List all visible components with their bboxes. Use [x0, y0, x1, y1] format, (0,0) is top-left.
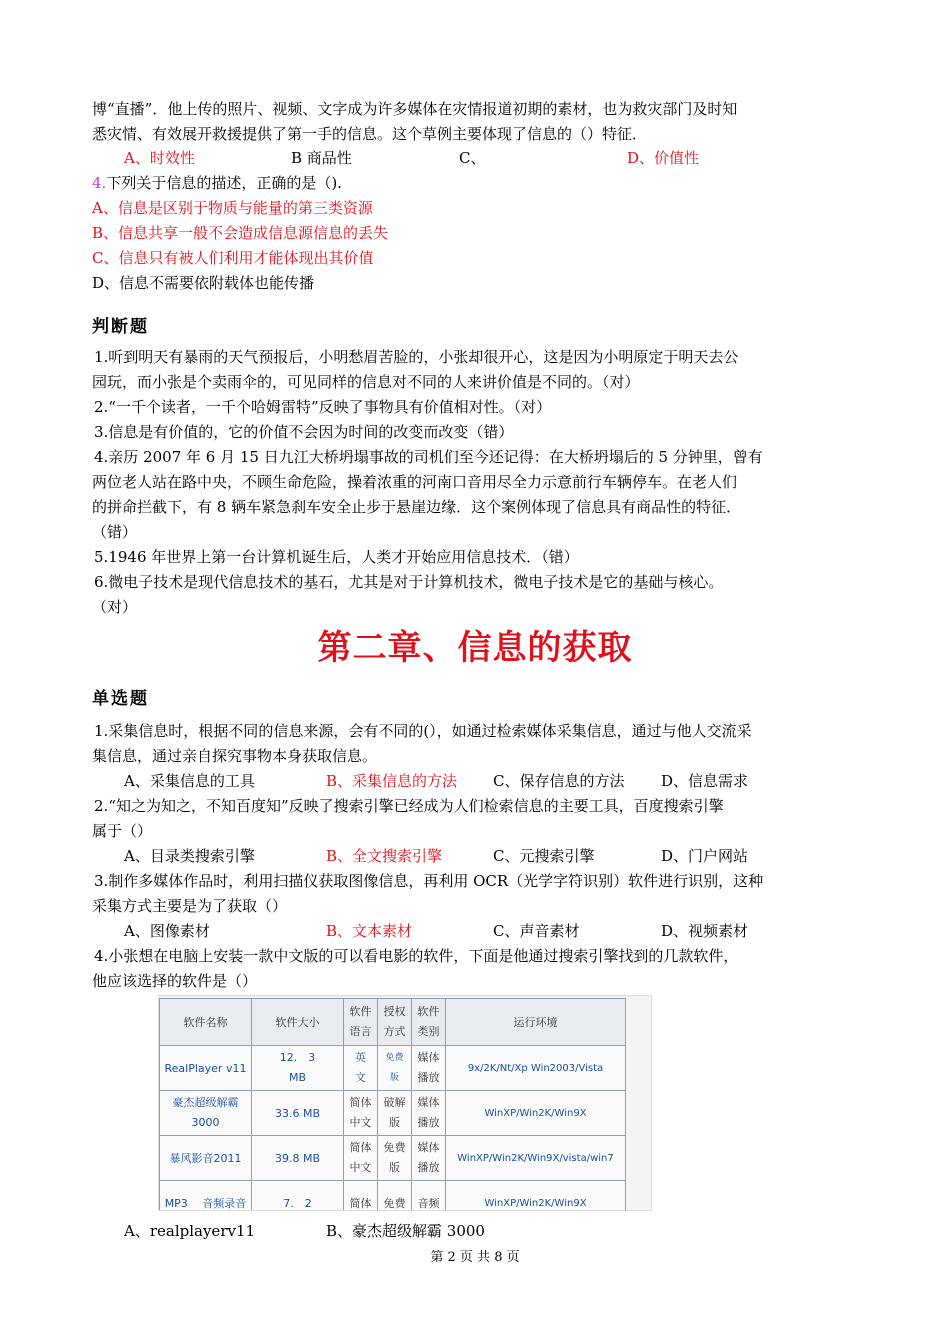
column-header: 授权 方式 [378, 999, 412, 1046]
question-line: 2.“知之为知之，不知百度知”反映了搜索引擎已经成为人们检索信息的主要工具，百度搜索引擎 [94, 797, 724, 815]
section-heading-single: 单选题 [92, 689, 149, 709]
option-a: A、图像素材 [124, 922, 210, 940]
table-cell: 英 文 [344, 1046, 378, 1091]
table-cell: 免费 [378, 1181, 412, 1212]
option-a: A、采集信息的工具 [124, 772, 255, 790]
table-cell: 免费 版 [378, 1136, 412, 1181]
option-a: A、目录类搜索引擎 [124, 847, 255, 865]
table-cell: 9x/2K/Nt/Xp Win2003/Vista [446, 1046, 626, 1091]
question-number: 4. [92, 174, 107, 192]
table-cell: 12. 3 MB [252, 1046, 344, 1091]
judge-line: 3.信息是有价值的，它的价值不会因为时间的改变而改变（错） [94, 423, 514, 441]
judge-line: （对） [92, 598, 138, 616]
question-text: 下列关于信息的描述，正确的是（). [106, 174, 342, 192]
option-b-answer: B、信息共享一般不会造成信息源信息的丢失 [92, 224, 389, 242]
page-footer: 第 2 页 共 8 页 [430, 1250, 520, 1265]
software-table-image [158, 995, 652, 1211]
judge-line: 2.“一千个读者，一千个哈姆雷特”反映了事物具有价值相对性。（对） [94, 398, 552, 416]
option-d: D、视频素材 [661, 922, 749, 940]
table-cell: RealPlayer v11 [160, 1046, 252, 1091]
question-line: 集信息，通过亲自探究事物本身获取信息。 [92, 747, 378, 765]
option-d-answer: D、价值性 [627, 149, 700, 167]
option-a-answer: A、时效性 [124, 149, 195, 167]
judge-line: 园玩，而小张是个卖雨伞的，可见同样的信息对不同的人来讲价值是不同的。（对） [92, 373, 640, 391]
option-a: A、realplayerv11 [124, 1222, 256, 1240]
paragraph-line: 博“直播”．他上传的照片、视频、文字成为许多媒体在灾情报道初期的素材，也为救灾部门及时知 [92, 100, 738, 118]
judge-line: 5.1946 年世界上第一台计算机诞生后，人类才开始应用信息技术．（错） [94, 548, 579, 566]
table-cell: 媒体 播放 [412, 1136, 446, 1181]
table-cell: MP3 音频录音 [160, 1181, 252, 1212]
software-table [159, 998, 626, 1211]
table-cell: 简体 中文 [344, 1136, 378, 1181]
table-cell: 音频 [412, 1181, 446, 1212]
option-c: C、声音素材 [493, 922, 580, 940]
judge-line: 的拼命拦截下，有 8 辆车紧急刹车安全止步于悬崖边缘．这个案例体现了信息具有商品性的特征． [92, 498, 742, 516]
paragraph-line: 悉灾情、有效展开救援提供了第一手的信息。这个草例主要体现了信息的（）特征． [92, 125, 648, 143]
judge-line: 两位老人站在路中央，不顾生命危险，操着浓重的河南口音用尽全力示意前行车辆停车。在老人们 [92, 473, 738, 491]
table-row [160, 1091, 626, 1136]
table-cell: 破解 版 [378, 1091, 412, 1136]
table-cell: WinXP/Win2K/Win9X [446, 1091, 626, 1136]
table-cell: 免费 版 [378, 1046, 412, 1091]
question-line: 3.制作多媒体作品时，利用扫描仪获取图像信息，再利用 OCR（光学字符识别）软件进行识别，这种 [94, 872, 764, 890]
table-cell: 简体 中文 [344, 1091, 378, 1136]
question-stem [92, 172, 342, 194]
option-c: C、元搜索引擎 [493, 847, 595, 865]
question-line: 采集方式主要是为了获取（） [92, 897, 288, 915]
table-row [160, 1136, 626, 1181]
table-cell: WinXP/Win2K/Win9X/vista/win7 [446, 1136, 626, 1181]
table-header-row [160, 999, 626, 1046]
option-a-answer: A、信息是区别于物质与能量的第三类资源 [92, 199, 373, 217]
table-cell: 暴风影音2011 [160, 1136, 252, 1181]
option-c: C、 [459, 149, 486, 167]
table-row [160, 1046, 626, 1091]
table-cell: 媒体 播放 [412, 1091, 446, 1136]
option-d: D、门户网站 [661, 847, 749, 865]
column-header: 软件大小 [252, 999, 344, 1046]
question-line: 他应该选择的软件是（） [92, 972, 258, 990]
table-cell: 7. 2 [252, 1181, 344, 1212]
judge-line: （错） [92, 523, 138, 541]
option-b-answer: B、采集信息的方法 [326, 772, 458, 790]
column-header: 软件 语言 [344, 999, 378, 1046]
table-cell: WinXP/Win2K/Win9X [446, 1181, 626, 1212]
table-row [160, 1181, 626, 1212]
option-b: B 商品性 [291, 149, 352, 167]
option-c-answer: C、信息只有被人们利用才能体现出其价值 [92, 249, 374, 267]
table-cell: 33.6 MB [252, 1091, 344, 1136]
column-header: 运行环境 [446, 999, 626, 1046]
judge-line: 6.微电子技术是现代信息技术的基石，尤其是对于计算机技术，微电子技术是它的基础与核心。 [94, 573, 724, 591]
option-b-answer: B、全文搜索引擎 [326, 847, 443, 865]
column-header: 软件 类别 [412, 999, 446, 1046]
question-line: 属于（） [92, 822, 153, 840]
question-line: 4.小张想在电脑上安装一款中文版的可以看电影的软件，下面是他通过搜索引擎找到的几款软件， [94, 947, 739, 965]
question-line: 1.采集信息时，根据不同的信息来源，会有不同的(），如通过检索媒体采集信息，通过与他人交流采 [94, 722, 752, 740]
option-d: D、信息不需要依附载体也能传播 [92, 274, 315, 292]
column-header: 软件名称 [160, 999, 252, 1046]
judge-line: 4.亲历 2007 年 6 月 15 日九江大桥坍塌事故的司机们至今还记得：在大桥坍塌后的 5 分钟里，曾有 [94, 448, 763, 466]
option-b: B、豪杰超级解霸 3000 [326, 1222, 485, 1240]
table-cell: 简体 [344, 1181, 378, 1212]
table-cell: 媒体 播放 [412, 1046, 446, 1091]
table-cell: 39.8 MB [252, 1136, 344, 1181]
section-heading-judge: 判断题 [92, 317, 149, 337]
option-c: C、保存信息的方法 [493, 772, 625, 790]
option-b-answer: B、文本素材 [326, 922, 413, 940]
judge-line: 1.听到明天有暴雨的天气预报后，小明愁眉苦脸的，小张却很开心，这是因为小明原定于明天去公 [94, 348, 739, 366]
table-cell: 豪杰超级解霸 3000 [160, 1091, 252, 1136]
option-d: D、信息需求 [661, 772, 749, 790]
chapter-title: 第二章、信息的获取 [317, 628, 633, 668]
